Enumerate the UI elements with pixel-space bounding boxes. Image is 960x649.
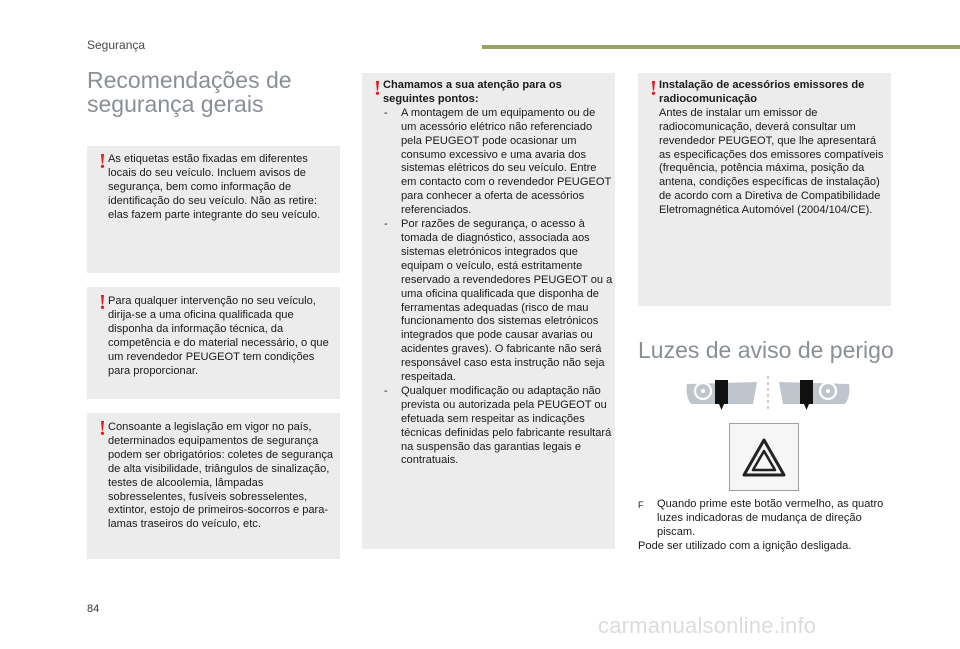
section-rule bbox=[482, 45, 960, 49]
bullet-arrow-icon: F bbox=[638, 500, 644, 510]
page-number: 84 bbox=[87, 603, 100, 615]
warning-box-legislation bbox=[87, 413, 340, 559]
warning-icon: ! bbox=[650, 76, 657, 100]
hazard-bullet-text: Quando prime este botão vermelho, as quatro luzes indicadoras de mudança de direção piscam. bbox=[657, 498, 884, 538]
list-item: - Qualquer modificação ou adaptação não prevista ou autorizada pela PEUGEOT ou efetuada sem respeitar as indicações técnicas definidas pelo fabricante resultará na suspensão das garantias legais e contratuais. bbox=[383, 385, 613, 468]
warning-text-radio bbox=[659, 79, 889, 218]
attention-list bbox=[383, 107, 613, 469]
warning-text-legislation: Consoante a legislação em vigor no país, determinados equipamentos de segurança podem ser obrigatórios: coletes de segurança de alta visibilidade, triângulos de sinalização, testes de alcoolemia, lâmpadas sobresselentes, fusíveis sobresselentes, extintor, estojo de primeiros-socorros e para-lamas traseiros do veículo, etc. bbox=[108, 421, 334, 531]
watermark: carmanualsonline.info bbox=[598, 613, 817, 638]
warning-icon: ! bbox=[99, 416, 106, 440]
dashboard-position-illustration bbox=[683, 374, 853, 414]
attention-heading: Chamamos a sua atenção para os seguintes pontos: bbox=[383, 79, 562, 105]
hazard-triangle-icon bbox=[742, 438, 786, 478]
hazard-instructions bbox=[638, 498, 898, 554]
warning-box-attention bbox=[362, 73, 615, 549]
warning-box-service bbox=[87, 287, 340, 399]
hazard-section-title: Luzes de aviso de perigo bbox=[638, 337, 894, 363]
left-hand-drive-icon bbox=[687, 380, 758, 410]
right-hand-drive-icon bbox=[779, 380, 850, 410]
page-title-line2: segurança gerais bbox=[87, 91, 264, 117]
page-title bbox=[87, 68, 292, 116]
warning-icon: ! bbox=[374, 76, 381, 100]
list-item: - Por razões de segurança, o acesso à tomada de diagnóstico, associada aos sistemas eletrónicos integrados que equipam o veículo, está estritamente reservado a revendedores PEUGEOT ou a uma oficina qualificada que disponha de ferramentas adequadas (risco de mau funcionamento dos sistemas eletrónicos integrados que pode causar avarias ou acidentes graves). O fabricante não será responsável caso esta instrução não seja respeitada. bbox=[383, 218, 613, 385]
page-title-line1: Recomendações de bbox=[87, 67, 292, 93]
warning-icon: ! bbox=[99, 290, 106, 314]
warning-text-labels: As etiquetas estão fixadas em diferentes locais do seu veículo. Incluem avisos de segurança, bem como informação de identificação do seu veículo. Não as retire: elas fazem parte integrante do seu veículo. bbox=[108, 153, 321, 221]
warning-text-service: Para qualquer intervenção no seu veículo, dirija-se a uma oficina qualificada que disponha da informação técnica, da competência e do material necessário, o que um revendedor PEUGEOT tem condições para proporcionar. bbox=[108, 295, 329, 377]
warning-text-attention bbox=[383, 79, 613, 468]
hazard-note: Pode ser utilizado com a ignição desligada. bbox=[638, 539, 852, 552]
radio-body: Antes de instalar um emissor de radiocomunicação, deverá consultar um revendedor PEUGEOT, que lhe apresentará as especificações dos emissores compatíveis (frequência, potência máxima, posição da antena, condições específicas de instalação) de acordo com a Diretiva de Compatibilidade Eletromagnética Automóvel (2004/104/CE). bbox=[659, 106, 884, 217]
radio-heading: Instalação de acessórios emissores de radiocomunicação bbox=[659, 79, 865, 105]
list-item: - A montagem de um equipamento ou de um acessório elétrico não referenciado pela PEUGEOT pode ocasionar um consumo excessivo e uma avaria dos sistemas elétricos do seu veículo. Entre em contacto com o revendedor PEUGEOT para conhecer a oferta de acessórios referenciados. bbox=[383, 107, 613, 218]
hazard-button[interactable] bbox=[729, 423, 799, 491]
section-tag: Segurança bbox=[87, 38, 146, 52]
warning-box-labels bbox=[87, 146, 340, 273]
warning-icon: ! bbox=[99, 149, 106, 173]
warning-box-radio bbox=[638, 73, 891, 306]
